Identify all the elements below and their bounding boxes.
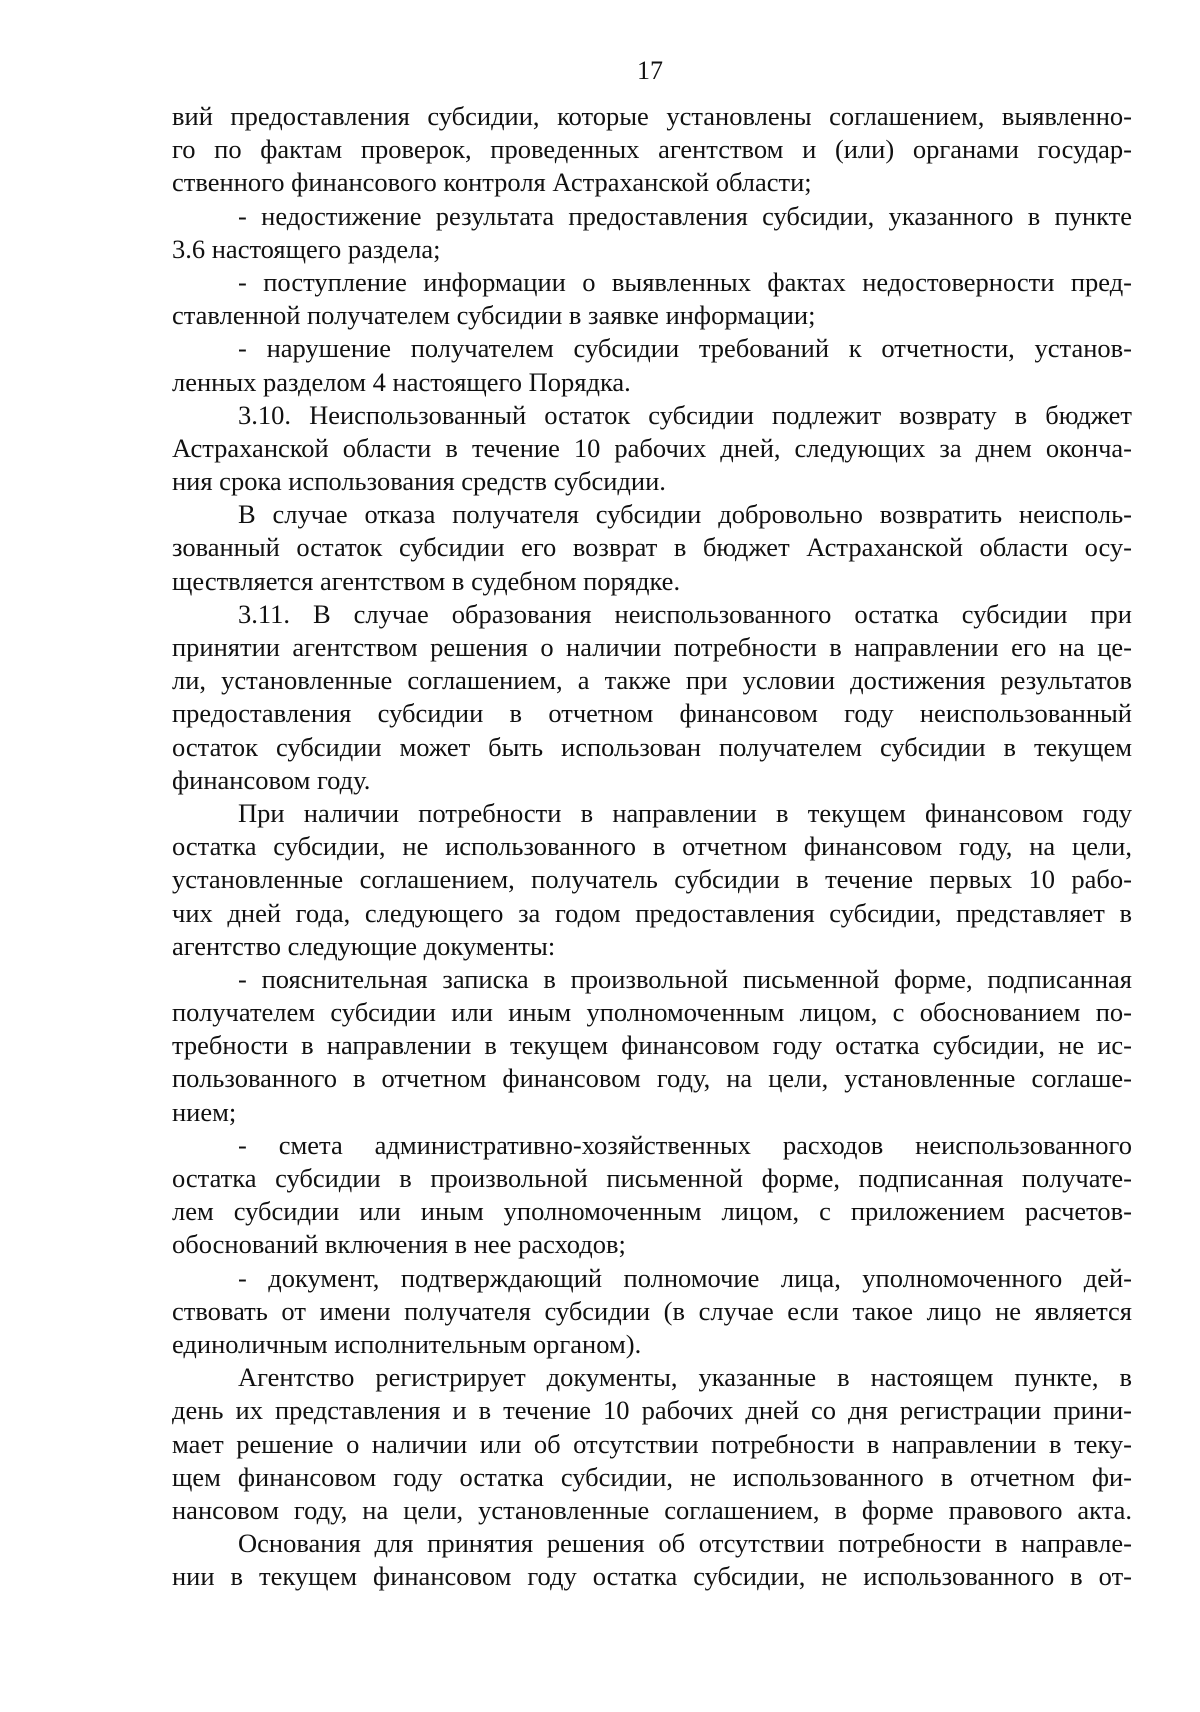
text-line: требности в направлении в текущем финансовом году остатка субсидии, не ис- bbox=[172, 1030, 1132, 1061]
text-line: 3.6 настоящего раздела; bbox=[172, 233, 441, 264]
text-line: - документ, подтверждающий полномочие лица, уполномоченного дей- bbox=[238, 1262, 1132, 1293]
text-line: ствовать от имени получателя субсидии (в случае если такое лицо не является bbox=[172, 1295, 1132, 1326]
text-line: чих дней года, следующего за годом предоставления субсидии, представляет в bbox=[172, 897, 1132, 928]
document-body bbox=[172, 100, 1132, 1593]
text-line: ставленной получателем субсидии в заявке информации; bbox=[172, 300, 816, 331]
text-line: обоснований включения в нее расходов; bbox=[172, 1229, 626, 1260]
text-line: зованный остаток субсидии его возврат в бюджет Астраханской области осу- bbox=[172, 532, 1132, 563]
text-line: нии в текущем финансовом году остатка субсидии, не использованного в от- bbox=[172, 1561, 1132, 1592]
text-line: - смета административно-хозяйственных расходов неиспользованного bbox=[238, 1129, 1132, 1160]
text-line: лем субсидии или иным уполномоченным лицом, с приложением расчетов- bbox=[172, 1196, 1132, 1227]
text-line: день их представления и в течение 10 рабочих дней со дня регистрации прини- bbox=[172, 1395, 1132, 1426]
text-line: - нарушение получателем субсидии требований к отчетности, установ- bbox=[238, 333, 1132, 364]
text-line: нием; bbox=[172, 1096, 237, 1127]
text-line: ния срока использования средств субсидии. bbox=[172, 466, 666, 497]
text-line: вий предоставления субсидии, которые установлены соглашением, выявленно- bbox=[172, 101, 1132, 131]
text-line: ленных разделом 4 настоящего Порядка. bbox=[172, 366, 631, 397]
text-line: предоставления субсидии в отчетном финансовом году неиспользованный bbox=[172, 698, 1132, 729]
text-line: - недостижение результата предоставления субсидии, указанного в пункте bbox=[238, 200, 1132, 231]
text-line: ли, установленные соглашением, а также при условии достижения результатов bbox=[172, 665, 1132, 696]
text-line: финансовом году. bbox=[172, 764, 371, 795]
text-line: - поступление информации о выявленных фактах недостоверности пред- bbox=[238, 266, 1132, 297]
text-line: получателем субсидии или иным уполномоченным лицом, с обоснованием по- bbox=[172, 997, 1132, 1028]
text-line: го по фактам проверок, проведенных агентством и (или) органами государ- bbox=[172, 134, 1132, 165]
text-line: - пояснительная записка в произвольной письменной форме, подписанная bbox=[238, 963, 1132, 994]
text-line: пользованного в отчетном финансовом году, на цели, установленные соглаше- bbox=[172, 1063, 1132, 1094]
text-line: В случае отказа получателя субсидии добровольно возвратить неисполь- bbox=[238, 499, 1132, 530]
text-line: При наличии потребности в направлении в текущем финансовом году bbox=[238, 797, 1132, 828]
text-line: агентство следующие документы: bbox=[172, 930, 556, 961]
text-line: ществляется агентством в судебном порядке. bbox=[172, 565, 681, 596]
text-line: нансовом году, на цели, установленные соглашением, в форме правового акта. bbox=[172, 1494, 1132, 1525]
text-line: Астраханской области в течение 10 рабочих дней, следующих за днем оконча- bbox=[172, 432, 1132, 463]
text-line: остаток субсидии может быть использован получателем субсидии в текущем bbox=[172, 731, 1132, 762]
text-line: 3.11. В случае образования неиспользованного остатка субсидии при bbox=[238, 598, 1132, 629]
text-line: щем финансовом году остатка субсидии, не использованного в отчетном фи- bbox=[172, 1461, 1132, 1492]
text-line: ственного финансового контроля Астраханской области; bbox=[172, 167, 812, 198]
text-line: принятии агентством решения о наличии потребности в направлении его на це- bbox=[172, 632, 1132, 662]
text-line: остатка субсидии, не использованного в отчетном финансовом году, на цели, bbox=[172, 831, 1132, 862]
page-number: 17 bbox=[637, 56, 663, 85]
text-line: 3.10. Неиспользованный остаток субсидии подлежит возврату в бюджет bbox=[238, 399, 1132, 430]
text-line: единоличным исполнительным органом). bbox=[172, 1328, 642, 1359]
text-line: Основания для принятия решения об отсутствии потребности в направле- bbox=[238, 1528, 1132, 1559]
text-line: установленные соглашением, получатель субсидии в течение первых 10 рабо- bbox=[172, 864, 1132, 895]
text-line: Агентство регистрирует документы, указанные в настоящем пункте, в bbox=[238, 1362, 1132, 1393]
text-line: остатка субсидии в произвольной письменной форме, подписанная получате- bbox=[172, 1163, 1132, 1193]
text-line: мает решение о наличии или об отсутствии потребности в направлении в теку- bbox=[172, 1428, 1132, 1459]
